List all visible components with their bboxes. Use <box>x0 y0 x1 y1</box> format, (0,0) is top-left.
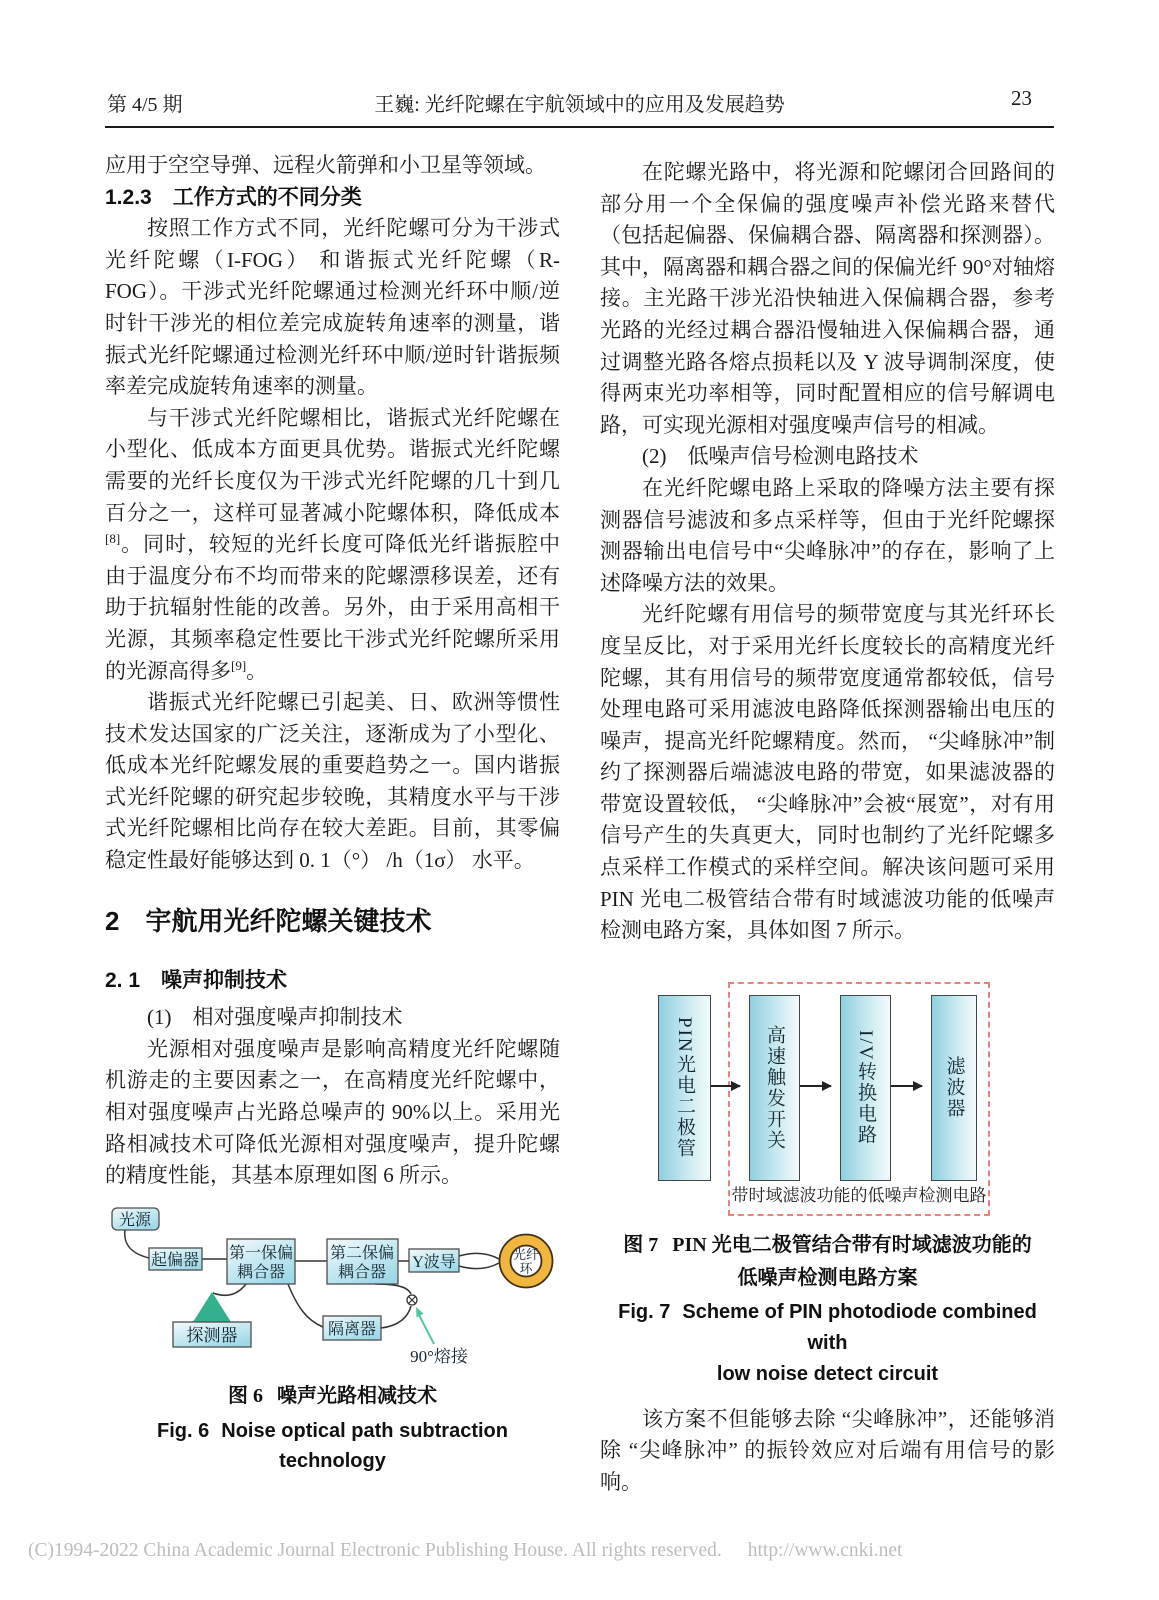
advantages-text-3: 。 <box>246 658 268 683</box>
isolator-label: 隔离器 <box>327 1320 377 1338</box>
paragraph-final: 该方案不但能够去除 “尖峰脉冲”，还能够消除 “尖峰脉冲” 的振铃效应对后端有用信号的影响。 <box>600 1406 1055 1495</box>
fiber-taper-bottom <box>459 1263 499 1269</box>
figure7-caption-en <box>600 1297 1055 1390</box>
figure6-caption-en-label: Fig. 6 <box>157 1419 210 1442</box>
paragraph-compensation: 在陀螺光路中，将光源和陀螺闭合回路间的部分用一个全保偏的强度噪声补偿光路来替代（包括起偏器、保偏耦合器、隔离器和探测器）。其中，隔离器和耦合器之间的保偏光纤 90°对轴熔接。主光路干涉光沿快轴进入保偏耦合器，参考光路的光经过耦合器沿慢轴进入保偏耦合器，通过调整光路各熔点损耗以及 Y 波导调制深度，使得两束光功率相等，同时配置相应的信号解调电路，可实现光源相对强度噪声信号的相减。 <box>600 160 1055 437</box>
arrowhead-icon <box>731 1081 741 1091</box>
figure6-caption-zh-text: 噪声光路相减技术 <box>277 1384 437 1407</box>
fiber-line-coupler1-isolator <box>288 1284 323 1327</box>
source-label: 光源 <box>118 1211 152 1229</box>
polarizer-label: 起偏器 <box>150 1251 200 1269</box>
paragraph-item-1: (1) 相对强度噪声抑制技术 <box>147 1005 403 1030</box>
figure6 <box>105 1198 560 1381</box>
arrowhead-icon <box>913 1081 923 1091</box>
citation-8: [8] <box>105 531 121 547</box>
figure6-caption-zh-label: 图 6 <box>228 1384 263 1407</box>
citation-9: [9] <box>231 657 247 673</box>
iv-conversion-box: I/V转换电路 <box>840 995 891 1181</box>
figure6-caption-en-text: Noise optical path subtraction technology <box>221 1419 508 1472</box>
right-column <box>600 150 1055 1499</box>
figure6-diagram <box>105 1198 560 1376</box>
figure6-caption-zh <box>105 1383 560 1409</box>
paragraph-item-2: (2) 低噪声信号检测电路技术 <box>642 444 919 469</box>
figure7-caption-zh-line2: 低噪声检测电路方案 <box>737 1266 918 1289</box>
coupler1-label-line2: 耦合器 <box>236 1263 286 1281</box>
splice-pointer-line <box>419 1315 434 1344</box>
detector-triangle <box>193 1292 231 1322</box>
header-rule <box>105 126 1054 128</box>
filter-box: 滤波器 <box>931 995 977 1181</box>
header-running-title: 王巍: 光纤陀螺在宇航领域中的应用及发展趋势 <box>374 94 785 116</box>
figure7-caption-zh <box>600 1229 1055 1295</box>
detector-label: 探测器 <box>186 1325 238 1345</box>
figure7-dashed-label: 带时域滤波功能的低噪声检测电路 <box>731 1185 987 1205</box>
header-issue: 第 4/5 期 <box>107 94 183 116</box>
pin-photodiode-box: PIN光电二极管 <box>658 995 711 1181</box>
arrowhead-icon <box>822 1081 832 1091</box>
arrow-box3-box4 <box>891 1085 922 1087</box>
header-page-number: 23 <box>1011 86 1032 110</box>
ring-label-line1: 光纤 <box>512 1246 540 1262</box>
figure7-diagram <box>600 971 1055 1217</box>
paragraph-trend: 谐振式光纤陀螺已引起美、日、欧洲等惯性技术发达国家的广泛关注，逐渐成为了小型化、低成本光纤陀螺发展的重要趋势之一。国内谐振式光纤陀螺的研究起步较晚，其精度水平与干涉式光纤陀螺相比尚存在较大差距。目前，其零偏稳定性最好能够达到 0. 1（°） /h（1σ） 水平。 <box>105 690 560 873</box>
paragraph-rin: 光源相对强度噪声是影响高精度光纤陀螺随机游走的主要因素之一，在高精度光纤陀螺中，相对强度噪声占光路总噪声的 90%以上。采用光路相减技术可降低光源相对强度噪声，提升陀螺的精度性能，其基本原理如图 6 所示。 <box>105 1036 560 1188</box>
arrow-box2-box3 <box>800 1085 831 1087</box>
advantages-text-1: 与干涉式光纤陀螺相比，谐振式光纤陀螺在小型化、低成本方面更具优势。谐振式光纤陀螺需要的光纤长度仅为干涉式光纤陀螺的几十到几百分之一，这样可显著减小陀螺体积，降低成本 <box>105 405 560 525</box>
heading-2-1: 2. 1 噪声抑制技术 <box>105 968 288 992</box>
paragraph-bandwidth: 光纤陀螺有用信号的频带宽度与其光纤环长度呈反比，对于采用光纤长度较长的高精度光纤陀螺，其有用信号的频带宽度通常都较低，信号处理电路可采用滤波电路降低探测器输出电压的噪声，提高光纤陀螺精度。然而， “尖峰脉冲”制约了探测器后端滤波电路的带宽，如果滤波器的带宽设置较低， “尖峰脉冲”会被“展宽”，对有用信号产生的失真更大，同时也制约了光纤陀螺多点采样工作模式的采样空间。解决该问题可采用 PIN 光电二极管结合带有时域滤波功能的低噪声检测电路方案，具体如图 7 所示。 <box>600 602 1055 943</box>
ring-label-line2: 环 <box>519 1260 533 1276</box>
splice-label: 90°熔接 <box>410 1346 468 1366</box>
footer-copyright-text: (C)1994-2022 China Academic Journal Electronic Publishing House. All rights reserved. <box>28 1540 722 1561</box>
figure7-caption-en-line2: low noise detect circuit <box>716 1362 939 1385</box>
figure6-caption-en <box>105 1416 560 1476</box>
paragraph-noise-methods: 在光纤陀螺电路上采取的降噪方法主要有探测器信号滤波和多点采样等，但由于光纤陀螺探测器输出电信号中“尖峰脉冲”的存在，影响了上述降噪方法的效果。 <box>600 475 1055 595</box>
advantages-text-2: 。同时，较短的光纤长度可降低光纤谐振腔中由于温度分布不均而带来的陀螺漂移误差，还有助于抗辐射性能的改善。另外，由于采用高相干光源，其频率稳定性要比干涉式光纤陀螺所采用的光源高得多 <box>105 532 560 683</box>
figure7-caption-zh-line1: PIN 光电二极管结合带有时域滤波功能的 <box>672 1233 1032 1256</box>
ywaveguide-label: Y波导 <box>412 1253 456 1271</box>
heading-1-2-3: 1.2.3 工作方式的不同分类 <box>105 185 362 209</box>
coupler2-label-line1: 第二保偏 <box>329 1244 395 1262</box>
paragraph-working-mode: 按照工作方式不同，光纤陀螺可分为干涉式光纤陀螺（I-FOG） 和谐振式光纤陀螺（R-FOG）。干涉式光纤陀螺通过检测光纤环中顺/逆时针干涉光的相位差完成旋转角速率的测量，谐振式光纤陀螺通过检测光纤环中顺/逆时针谐振频率差完成旋转角速率的测量。 <box>105 216 560 399</box>
figure7-caption-zh-label: 图 7 <box>623 1233 659 1256</box>
fiber-line-source-polarizer <box>125 1230 149 1258</box>
fiber-line-splice-coupler2 <box>375 1284 411 1294</box>
fiber-line-isolator-splice <box>381 1306 411 1328</box>
paragraph-continued: 应用于空空导弹、远程火箭弹和小卫星等领域。 <box>105 153 546 177</box>
fiber-line-coupler1-detector <box>213 1284 246 1295</box>
figure7-caption-en-label: Fig. 7 <box>618 1300 671 1323</box>
footer-copyright <box>28 1540 902 1562</box>
arrow-box1-box2 <box>711 1085 740 1087</box>
trigger-switch-box: 高速触发开关 <box>749 995 800 1181</box>
heading-section-2: 2 宇航用光纤陀螺关键技术 <box>105 905 432 936</box>
fiber-taper-top <box>459 1253 499 1259</box>
footer-url: http://www.cnki.net <box>747 1540 903 1561</box>
figure7-caption-en-line1: Scheme of PIN photodiode combined with <box>682 1300 1037 1354</box>
paragraph-advantages <box>105 403 560 687</box>
left-column <box>105 150 560 1476</box>
coupler1-label-line1: 第一保偏 <box>228 1244 294 1262</box>
coupler2-label-line2: 耦合器 <box>337 1263 387 1281</box>
